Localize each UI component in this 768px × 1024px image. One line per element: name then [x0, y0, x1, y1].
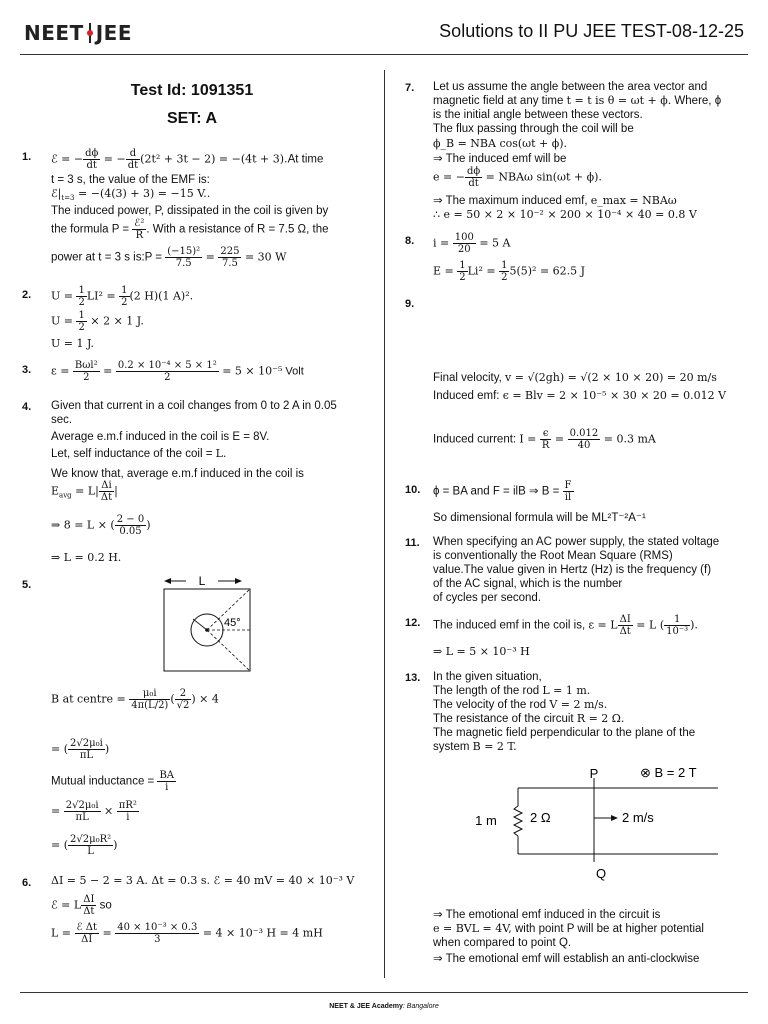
q4-line-5: We know that, average e.m.f induced in the coil is: [51, 468, 304, 480]
q7-line-6: ⇒ The induced emf will be: [433, 153, 567, 165]
fraction: $\frac{\text{2√2μ₀i}}{\pi L}$: [70, 738, 103, 761]
fraction: $\frac{\text{μ₀i}}{4\pi(L/2)}$: [131, 688, 169, 711]
fraction: $\frac{BA}{i}$: [159, 770, 175, 793]
fraction: $\frac{\Delta i}{\Delta t}$: [100, 480, 113, 503]
fraction: $\frac{2}{√2}$: [176, 688, 190, 711]
footer: [0, 1000, 768, 1015]
question-number: 9.: [405, 298, 415, 310]
q4-line-4: Let, self inductance of the coil = L.: [51, 447, 227, 460]
q9-line-2: Induced emf: ϵ = Blv = 2 × 10⁻⁵ × 30 × 20 = 0.012 V: [433, 389, 727, 402]
q8-line-1: i = $\frac{100}{20}$ = 5 A: [433, 232, 511, 255]
fraction: $\frac{\text{40 × 10⁻³ × 0.3}}{3}$: [117, 922, 198, 945]
fraction: $\frac{d}{dt}$: [127, 148, 139, 171]
fraction: $\frac{0.012}{40}$: [569, 428, 599, 451]
question-number: 6.: [22, 877, 32, 889]
q11-line-5: of cycles per second.: [433, 592, 542, 604]
q11-line-2: is conventionally the Root Mean Square (RMS): [433, 550, 673, 562]
question-number: 7.: [405, 82, 415, 94]
question-number: 10.: [405, 484, 421, 496]
question-number: 8.: [405, 235, 415, 247]
q2-line-3: U = 1 J.: [51, 337, 95, 350]
q7-line-4: The flux passing through the coil will be: [433, 123, 634, 135]
question-number: 4.: [22, 401, 32, 413]
q12-line-2: ⇒ L = 5 × 10⁻³ H: [433, 645, 530, 658]
fraction: $\frac{1}{\text{10⁻³}}$: [666, 614, 689, 637]
q6-line-1: ΔI = 5 − 2 = 3 A. Δt = 0.3 s. ℰ = 40 mV = 40 × 10⁻³ V: [51, 874, 355, 887]
fraction: $\frac{2 - 0}{0.05}$: [116, 514, 145, 537]
q13-line-6: system B = 2 T.: [433, 740, 517, 753]
column-divider: [384, 70, 385, 978]
q13-line-7: ⇒ The emotional emf induced in the circuit is: [433, 909, 661, 921]
fraction: $\frac{100}{20}$: [454, 232, 474, 255]
q13-line-4: The resistance of the circuit R = 2 Ω.: [433, 712, 625, 725]
fraction: $\frac{\text{2√2μ₀R²}}{L}$: [70, 834, 112, 857]
footer-brand: NEET & JEE Academy: [329, 1003, 403, 1010]
fraction: $\frac{\Delta I}{\Delta t}$: [619, 614, 631, 637]
brand-logo: [24, 22, 132, 44]
q13-line-9: when compared to point Q.: [433, 937, 572, 949]
q5-line-4: = $\frac{\text{2√2μ₀i}}{\pi L}$ × $\frac{\text{πR²}}{i}$: [51, 800, 137, 823]
page-title: Solutions to II PU JEE TEST-08-12-25: [439, 21, 744, 41]
q13-line-10: ⇒ The emotional emf will establish an anti-clockwise: [433, 953, 700, 965]
fig-label-B: ⊗ B = 2 T: [640, 765, 697, 780]
fraction: $\frac{\Delta I}{\Delta t}$: [83, 894, 95, 917]
q1-line-3: $ℰ|_{t=3} = -(4(3) + 3) = -15$ V..: [51, 187, 211, 203]
fraction: $\frac{\text{(−15)²}}{7.5}$: [167, 246, 201, 269]
fraction: $\frac{\text{2√2μ₀i}}{\pi L}$: [65, 800, 99, 823]
q11-line-1: When specifying an AC power supply, the stated voltage: [433, 536, 720, 548]
q7-line-8: ⇒ The maximum induced emf, e_max = NBAω: [433, 194, 677, 207]
fraction: $\frac{\text{ℰ²}}{R}$: [134, 218, 145, 241]
q1-line-2: t = 3 s, the value of the EMF is:: [51, 174, 210, 186]
question-number: 11.: [405, 537, 420, 549]
q1-line-5: the formula P = $\frac{\text{ℰ²}}{R}$ . With a resistance of R = 7.5 Ω, the: [51, 218, 329, 241]
fraction: $\frac{d\phi}{dt}$: [466, 166, 481, 189]
fraction: $\frac{\text{0.2 × 10⁻⁴ × 5 × 1²}}{2}$: [117, 360, 217, 383]
logo-jee: JEE: [95, 21, 132, 45]
fraction: $\frac{\text{ℰ Δt}}{\Delta I}$: [76, 922, 97, 945]
q4-line-1: Given that current in a coil changes from 0 to 2 A in 0.05: [51, 400, 337, 412]
fraction: $\frac{F}{il}$: [564, 480, 572, 503]
q9-line-3: Induced current: I = $\frac{\epsilon}{R}$ = $\frac{0.012}{40}$ = 0.3 mA: [433, 428, 656, 451]
question-number: 2.: [22, 289, 32, 301]
fraction: $\frac{1}{2}$: [121, 285, 128, 308]
q13-line-5: The magnetic field perpendicular to the plane of the: [433, 727, 696, 739]
q5-line-3: Mutual inductance = $\frac{BA}{i}$: [51, 770, 175, 793]
fraction: $\frac{1}{2}$: [459, 260, 466, 283]
q1-line-6: power at t = 3 s is:P = $\frac{\text{(−15)²}}{7.5}$ = $\frac{225}{7.5}$ = 30 W: [51, 246, 287, 269]
rod-circuit-figure: [468, 762, 718, 884]
q7-line-7: e = − $\frac{d\phi}{dt}$ = NBAω sin(ωt + ϕ).: [433, 166, 602, 189]
question-number: 12.: [405, 617, 421, 629]
test-set: SET: A: [166, 110, 218, 127]
fig-label-P: P: [589, 766, 599, 781]
header-divider: [20, 54, 748, 55]
q4-line-8: ⇒ L = 0.2 H.: [51, 551, 122, 564]
q11-line-4: of the AC signal, which is the number: [433, 578, 623, 590]
fig-label-L: L: [198, 574, 206, 588]
fraction: $\frac{1}{2}$: [78, 310, 85, 333]
q13-line-8: e = BVL = 4V, with point P will be at higher potential: [433, 922, 704, 935]
q4-line-6: $E_{avg} = L|$ $\frac{\Delta i}{\Delta t}$ |: [51, 480, 118, 503]
q6-line-2: ℰ = L $\frac{\Delta I}{\Delta t}$ so: [51, 894, 112, 917]
q8-line-2: E = $\frac{1}{2}$ Li² = $\frac{1}{2}$ 5(5)² = 62.5 J: [433, 260, 586, 283]
fraction: $\frac{1}{2}$: [501, 260, 508, 283]
q7-line-3: is the initial angle between these vectors.: [433, 109, 643, 121]
fraction: $\frac{1}{2}$: [78, 285, 85, 308]
q1-line-4: The induced power, P, dissipated in the coil is given by: [51, 205, 329, 217]
fraction: $\frac{d\phi}{dt}$: [85, 148, 99, 171]
q13-line-2: The length of the rod L = 1 m.: [433, 684, 591, 697]
question-number: 3.: [22, 364, 32, 376]
q1-line-1: ℰ = − $\frac{d\phi}{dt}$ = − $\frac{d}{dt}$ (2t² + 3t − 2) = −(4t + 3).At time: [51, 148, 324, 171]
q2-line-2: U = $\frac{1}{2}$ × 2 × 1 J.: [51, 310, 144, 333]
fraction: $\frac{\text{πR²}}{i}$: [118, 800, 137, 823]
logo-divider-icon: [85, 22, 95, 44]
question-number: 13.: [405, 672, 421, 684]
question-number: 1.: [22, 151, 32, 163]
fig-label-resistance: 2 Ω: [530, 810, 551, 825]
q5-line-2: = ( $\frac{\text{2√2μ₀i}}{\pi L}$ ): [51, 738, 110, 761]
q4-line-7: ⇒ 8 = L × ( $\frac{2 - 0}{0.05}$ ): [51, 514, 151, 537]
fig-label-angle: 45°: [224, 617, 241, 629]
q3-line-1: ε = $\frac{\text{Bωl²}}{2}$ = $\frac{\text{0.2 × 10⁻⁴ × 5 × 1²}}{2}$ = 5 × 10⁻⁵ Volt: [51, 360, 304, 383]
footer-location: : Bangalore: [402, 1003, 439, 1010]
q12-line-1: The induced emf in the coil is, ε = L $\frac{\Delta I}{\Delta t}$ = L ( $\frac{1}{\text{10⁻³}}$ ).: [433, 614, 698, 637]
test-id: Test Id: 1091351: [130, 82, 254, 99]
fraction: $\frac{225}{7.5}$: [220, 246, 240, 269]
q11-line-3: value.The value given in Hertz (Hz) is the frequency (f): [433, 564, 712, 576]
q7-line-9: ∴ e = 50 × 2 × 10⁻² × 200 × 10⁻⁴ × 40 = 0.8 V: [433, 208, 697, 221]
q7-line-5: ϕ_B = NBA cos(ωt + ϕ).: [433, 137, 568, 150]
q7-line-1: Let us assume the angle between the area vector and: [433, 81, 708, 93]
q4-line-2: sec.: [51, 414, 73, 426]
q13-line-3: The velocity of the rod V = 2 m/s.: [433, 698, 608, 711]
fig-label-Q: Q: [595, 866, 607, 881]
q2-line-1: U = $\frac{1}{2}$ LI² = $\frac{1}{2}$ (2 H)(1 A)².: [51, 285, 194, 308]
q4-line-3: Average e.m.f induced in the coil is E = 8V.: [51, 431, 270, 443]
q5-line-1: B at centre = $\frac{\text{μ₀i}}{4\pi(L/2)}$ ( $\frac{2}{√2}$ ) × 4: [51, 688, 219, 711]
square-loop-figure: [158, 572, 258, 676]
fig-label-velocity: 2 m/s: [622, 810, 654, 825]
q10-line-1: ϕ = BA and F = ilB ⇒ B = $\frac{F}{il}$: [433, 480, 572, 503]
q10-line-2: So dimensional formula will be ML²T⁻²A⁻¹: [433, 512, 646, 524]
fig-label-length: 1 m: [475, 813, 497, 828]
q9-line-1: Final velocity, v = √(2gh) = √(2 × 10 × 20) = 20 m/s: [433, 371, 717, 384]
fraction: $\frac{\epsilon}{R}$: [541, 428, 550, 451]
question-number: 5.: [22, 579, 32, 591]
q5-line-5: = ( $\frac{\text{2√2μ₀R²}}{L}$ ): [51, 834, 118, 857]
q6-line-3: L = $\frac{\text{ℰ Δt}}{\Delta I}$ = $\frac{\text{40 × 10⁻³ × 0.3}}{3}$ = 4 × 10⁻³ H = 4 mH: [51, 922, 323, 945]
logo-neet: NEET: [24, 21, 84, 45]
q13-line-1: In the given situation,: [433, 671, 542, 683]
q7-line-2: magnetic field at any time t = t is θ = ωt + ϕ. Where, ϕ: [433, 94, 722, 107]
fraction: $\frac{\text{Bωl²}}{2}$: [74, 360, 98, 383]
footer-divider: [20, 992, 748, 993]
